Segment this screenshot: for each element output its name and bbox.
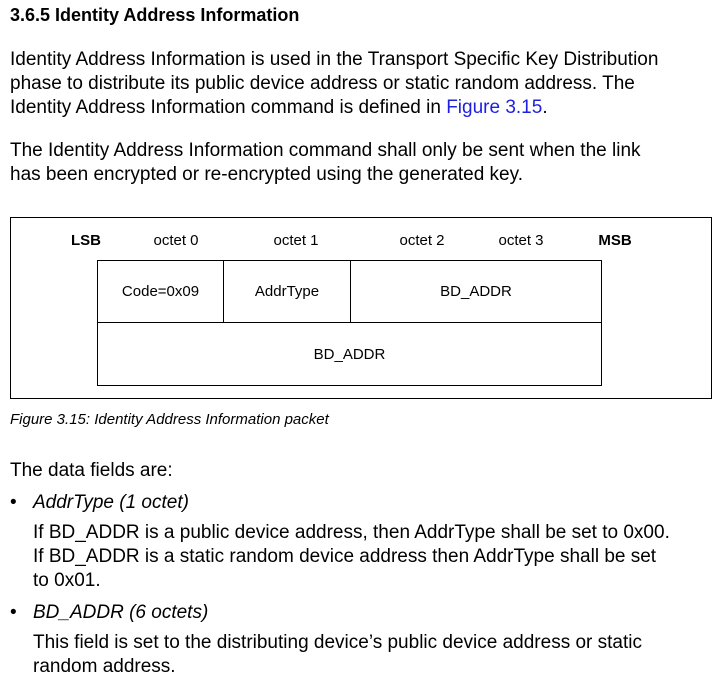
text-line: phase to distribute its public device address or static random address. The (10, 73, 635, 94)
encryption-paragraph (10, 139, 641, 187)
lsb-label: LSB (71, 232, 101, 249)
field-bd-addr: BD_ADDR (351, 261, 601, 323)
field-addrtype: AddrType (224, 261, 351, 323)
text-line: Identity Address Information is used in the Transport Specific Key Distribution (10, 49, 659, 70)
bullet-marker: • (10, 602, 17, 623)
text-line: This field is set to the distributing device’s public device address or static (33, 632, 643, 653)
text-span: Identity Address Information command is defined in (10, 97, 447, 118)
bullet-marker: • (10, 492, 17, 513)
octet-label: octet 2 (399, 232, 445, 249)
text-line: If BD_ADDR is a public device address, then AddrType shall be set to 0x00. (33, 522, 670, 543)
bullet-title: BD_ADDR (6 octets) (33, 602, 209, 623)
octet-label: octet 0 (153, 232, 199, 249)
text-line (10, 96, 658, 120)
text-line: The Identity Address Information command shall only be sent when the link (10, 140, 641, 161)
text-line: to 0x01. (33, 570, 101, 591)
intro-paragraph (10, 48, 658, 120)
msb-label: MSB (598, 232, 632, 249)
figure-link[interactable]: Figure 3.15 (446, 97, 543, 118)
text-line: random address. (33, 656, 176, 677)
section-heading: 3.6.5 Identity Address Information (10, 5, 300, 25)
field-bd-addr-cont: BD_ADDR (313, 345, 386, 363)
field-code: Code=0x09 (98, 261, 224, 323)
bullet-item-bd-addr (10, 601, 642, 679)
figure-caption: Figure 3.15: Identity Address Information packet (10, 411, 329, 428)
octet-label: octet 3 (498, 232, 544, 249)
text-line: If BD_ADDR is a static random device address then AddrType shall be set (33, 546, 657, 567)
bullet-item-addrtype (10, 491, 670, 593)
text-span: . (542, 97, 548, 118)
fields-intro: The data fields are: (10, 460, 173, 481)
text-line: has been encrypted or re-encrypted using the generated key. (10, 164, 523, 185)
packet-grid (97, 260, 602, 386)
packet-figure (10, 217, 712, 399)
octet-label: octet 1 (273, 232, 319, 249)
bullet-title: AddrType (1 octet) (33, 492, 189, 513)
